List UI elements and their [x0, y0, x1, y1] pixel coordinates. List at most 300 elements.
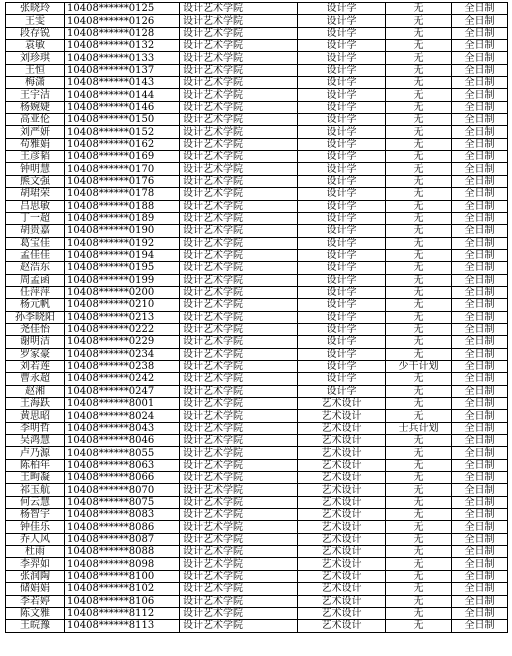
study-mode-cell: 全日制 [452, 472, 508, 484]
special-plan-cell: 士兵计划 [386, 422, 452, 434]
major-cell: 艺术设计 [298, 496, 386, 508]
student-name-cell: 任萍萍 [6, 286, 65, 298]
exam-id-cell: 10408******8066 [65, 472, 180, 484]
college-cell: 设计艺术学院 [180, 64, 298, 76]
exam-id-cell: 10408******0162 [65, 138, 180, 150]
major-cell: 设计学 [298, 311, 386, 323]
student-name-cell: 王昫凝 [6, 472, 65, 484]
exam-id-cell: 10408******8088 [65, 546, 180, 558]
student-name-cell: 祁玉航 [6, 484, 65, 496]
study-mode-cell: 全日制 [452, 558, 508, 570]
special-plan-cell: 无 [386, 595, 452, 607]
exam-id-cell: 10408******0199 [65, 274, 180, 286]
special-plan-cell: 无 [386, 163, 452, 175]
table-row [6, 126, 508, 138]
special-plan-cell: 无 [386, 237, 452, 249]
table-row [6, 546, 508, 558]
table-row [6, 459, 508, 471]
student-name-cell: 钟佳乐 [6, 521, 65, 533]
study-mode-cell: 全日制 [452, 435, 508, 447]
major-cell: 设计学 [298, 348, 386, 360]
major-cell: 设计学 [298, 360, 386, 372]
table-body [6, 3, 508, 633]
college-cell: 设计艺术学院 [180, 447, 298, 459]
college-cell: 设计艺术学院 [180, 237, 298, 249]
major-cell: 艺术设计 [298, 435, 386, 447]
table-row [6, 114, 508, 126]
exam-id-cell: 10408******0128 [65, 27, 180, 39]
study-mode-cell: 全日制 [452, 607, 508, 619]
special-plan-cell: 无 [386, 262, 452, 274]
special-plan-cell: 无 [386, 484, 452, 496]
special-plan-cell: 无 [386, 620, 452, 632]
major-cell: 艺术设计 [298, 447, 386, 459]
student-name-cell: 李羿如 [6, 558, 65, 570]
college-cell: 设计艺术学院 [180, 3, 298, 15]
student-name-cell: 赵浩东 [6, 262, 65, 274]
college-cell: 设计艺术学院 [180, 89, 298, 101]
student-name-cell: 段存锐 [6, 27, 65, 39]
exam-id-cell: 10408******0189 [65, 212, 180, 224]
major-cell: 设计学 [298, 323, 386, 335]
study-mode-cell: 全日制 [452, 398, 508, 410]
table-row [6, 570, 508, 582]
college-cell: 设计艺术学院 [180, 546, 298, 558]
table-row [6, 200, 508, 212]
major-cell: 设计学 [298, 299, 386, 311]
table-row [6, 249, 508, 261]
special-plan-cell: 无 [386, 249, 452, 261]
student-name-cell: 张润陶 [6, 570, 65, 582]
student-name-cell: 杨智宇 [6, 509, 65, 521]
exam-id-cell: 10408******0213 [65, 311, 180, 323]
special-plan-cell: 无 [386, 40, 452, 52]
table-row [6, 27, 508, 39]
college-cell: 设计艺术学院 [180, 484, 298, 496]
table-row [6, 373, 508, 385]
college-cell: 设计艺术学院 [180, 323, 298, 335]
college-cell: 设计艺术学院 [180, 27, 298, 39]
exam-id-cell: 10408******0133 [65, 52, 180, 64]
exam-id-cell: 10408******0238 [65, 360, 180, 372]
student-name-cell: 王海跃 [6, 398, 65, 410]
exam-id-cell: 10408******0222 [65, 323, 180, 335]
college-cell: 设计艺术学院 [180, 299, 298, 311]
special-plan-cell: 无 [386, 3, 452, 15]
table-row [6, 595, 508, 607]
college-cell: 设计艺术学院 [180, 373, 298, 385]
table-row [6, 274, 508, 286]
exam-id-cell: 10408******0143 [65, 77, 180, 89]
major-cell: 设计学 [298, 163, 386, 175]
table-row [6, 521, 508, 533]
student-name-cell: 王彦韬 [6, 151, 65, 163]
study-mode-cell: 全日制 [452, 373, 508, 385]
student-name-cell: 黄思昭 [6, 410, 65, 422]
student-name-cell: 李明哲 [6, 422, 65, 434]
student-name-cell: 张晓玲 [6, 3, 65, 15]
study-mode-cell: 全日制 [452, 509, 508, 521]
exam-id-cell: 10408******8102 [65, 583, 180, 595]
exam-id-cell: 10408******8112 [65, 607, 180, 619]
table-row [6, 533, 508, 545]
exam-id-cell: 10408******0242 [65, 373, 180, 385]
table-row [6, 323, 508, 335]
major-cell: 艺术设计 [298, 533, 386, 545]
exam-id-cell: 10408******8083 [65, 509, 180, 521]
major-cell: 艺术设计 [298, 570, 386, 582]
student-name-cell: 陈柏年 [6, 459, 65, 471]
study-mode-cell: 全日制 [452, 262, 508, 274]
college-cell: 设计艺术学院 [180, 212, 298, 224]
college-cell: 设计艺术学院 [180, 607, 298, 619]
study-mode-cell: 全日制 [452, 188, 508, 200]
exam-id-cell: 10408******0192 [65, 237, 180, 249]
table-row [6, 336, 508, 348]
major-cell: 设计学 [298, 3, 386, 15]
special-plan-cell: 无 [386, 64, 452, 76]
table-row [6, 237, 508, 249]
special-plan-cell: 无 [386, 570, 452, 582]
table-row [6, 447, 508, 459]
special-plan-cell: 无 [386, 274, 452, 286]
major-cell: 艺术设计 [298, 546, 386, 558]
special-plan-cell: 无 [386, 225, 452, 237]
table-row [6, 385, 508, 397]
study-mode-cell: 全日制 [452, 336, 508, 348]
study-mode-cell: 全日制 [452, 101, 508, 113]
exam-id-cell: 10408******0229 [65, 336, 180, 348]
major-cell: 艺术设计 [298, 583, 386, 595]
major-cell: 设计学 [298, 188, 386, 200]
table-row [6, 398, 508, 410]
study-mode-cell: 全日制 [452, 299, 508, 311]
study-mode-cell: 全日制 [452, 311, 508, 323]
exam-id-cell: 10408******8075 [65, 496, 180, 508]
college-cell: 设计艺术学院 [180, 410, 298, 422]
exam-id-cell: 10408******8098 [65, 558, 180, 570]
college-cell: 设计艺术学院 [180, 558, 298, 570]
major-cell: 艺术设计 [298, 558, 386, 570]
student-name-cell: 梅潇 [6, 77, 65, 89]
college-cell: 设计艺术学院 [180, 175, 298, 187]
major-cell: 设计学 [298, 114, 386, 126]
student-name-cell: 陈文雅 [6, 607, 65, 619]
student-name-cell: 周孟函 [6, 274, 65, 286]
special-plan-cell: 无 [386, 175, 452, 187]
college-cell: 设计艺术学院 [180, 163, 298, 175]
major-cell: 艺术设计 [298, 620, 386, 632]
study-mode-cell: 全日制 [452, 52, 508, 64]
major-cell: 设计学 [298, 89, 386, 101]
college-cell: 设计艺术学院 [180, 311, 298, 323]
student-name-cell: 高亚伦 [6, 114, 65, 126]
student-name-cell: 杨婉婕 [6, 101, 65, 113]
study-mode-cell: 全日制 [452, 620, 508, 632]
student-name-cell: 刘珍琪 [6, 52, 65, 64]
college-cell: 设计艺术学院 [180, 286, 298, 298]
student-name-cell: 袁敏 [6, 40, 65, 52]
exam-id-cell: 10408******0170 [65, 163, 180, 175]
study-mode-cell: 全日制 [452, 114, 508, 126]
exam-id-cell: 10408******8024 [65, 410, 180, 422]
table-row [6, 89, 508, 101]
special-plan-cell: 无 [386, 509, 452, 521]
student-name-cell: 尧佳怡 [6, 323, 65, 335]
study-mode-cell: 全日制 [452, 286, 508, 298]
exam-id-cell: 10408******8106 [65, 595, 180, 607]
study-mode-cell: 全日制 [452, 27, 508, 39]
special-plan-cell: 无 [386, 558, 452, 570]
college-cell: 设计艺术学院 [180, 15, 298, 27]
special-plan-cell: 少干计划 [386, 360, 452, 372]
table-row [6, 101, 508, 113]
exam-id-cell: 10408******8055 [65, 447, 180, 459]
special-plan-cell: 无 [386, 583, 452, 595]
major-cell: 设计学 [298, 249, 386, 261]
student-name-cell: 赵湘 [6, 385, 65, 397]
college-cell: 设计艺术学院 [180, 472, 298, 484]
exam-id-cell: 10408******8070 [65, 484, 180, 496]
table-row [6, 262, 508, 274]
exam-id-cell: 10408******0176 [65, 175, 180, 187]
major-cell: 艺术设计 [298, 607, 386, 619]
major-cell: 设计学 [298, 77, 386, 89]
study-mode-cell: 全日制 [452, 200, 508, 212]
study-mode-cell: 全日制 [452, 533, 508, 545]
college-cell: 设计艺术学院 [180, 274, 298, 286]
student-name-cell: 储娟娟 [6, 583, 65, 595]
college-cell: 设计艺术学院 [180, 435, 298, 447]
major-cell: 艺术设计 [298, 484, 386, 496]
exam-id-cell: 10408******0152 [65, 126, 180, 138]
student-name-cell: 丁一超 [6, 212, 65, 224]
table-row [6, 225, 508, 237]
special-plan-cell: 无 [386, 373, 452, 385]
special-plan-cell: 无 [386, 546, 452, 558]
major-cell: 艺术设计 [298, 472, 386, 484]
college-cell: 设计艺术学院 [180, 249, 298, 261]
special-plan-cell: 无 [386, 336, 452, 348]
major-cell: 设计学 [298, 101, 386, 113]
table-row [6, 15, 508, 27]
major-cell: 设计学 [298, 40, 386, 52]
exam-id-cell: 10408******0169 [65, 151, 180, 163]
student-name-cell: 熊文强 [6, 175, 65, 187]
study-mode-cell: 全日制 [452, 447, 508, 459]
college-cell: 设计艺术学院 [180, 533, 298, 545]
study-mode-cell: 全日制 [452, 89, 508, 101]
special-plan-cell: 无 [386, 27, 452, 39]
special-plan-cell: 无 [386, 151, 452, 163]
student-name-cell: 罗家豪 [6, 348, 65, 360]
college-cell: 设计艺术学院 [180, 459, 298, 471]
major-cell: 设计学 [298, 286, 386, 298]
table-row [6, 558, 508, 570]
special-plan-cell: 无 [386, 299, 452, 311]
college-cell: 设计艺术学院 [180, 151, 298, 163]
exam-id-cell: 10408******0126 [65, 15, 180, 27]
exam-id-cell: 10408******0234 [65, 348, 180, 360]
table-row [6, 360, 508, 372]
special-plan-cell: 无 [386, 385, 452, 397]
major-cell: 设计学 [298, 126, 386, 138]
table-row [6, 620, 508, 632]
special-plan-cell: 无 [386, 472, 452, 484]
major-cell: 设计学 [298, 151, 386, 163]
study-mode-cell: 全日制 [452, 175, 508, 187]
student-name-cell: 钟明慧 [6, 163, 65, 175]
student-name-cell: 苟雅娟 [6, 138, 65, 150]
table-row [6, 151, 508, 163]
study-mode-cell: 全日制 [452, 360, 508, 372]
study-mode-cell: 全日制 [452, 323, 508, 335]
major-cell: 艺术设计 [298, 398, 386, 410]
college-cell: 设计艺术学院 [180, 509, 298, 521]
table-row [6, 52, 508, 64]
study-mode-cell: 全日制 [452, 40, 508, 52]
exam-id-cell: 10408******8043 [65, 422, 180, 434]
special-plan-cell: 无 [386, 188, 452, 200]
college-cell: 设计艺术学院 [180, 422, 298, 434]
exam-id-cell: 10408******0200 [65, 286, 180, 298]
table-row [6, 64, 508, 76]
student-name-cell: 孟佳佳 [6, 249, 65, 261]
special-plan-cell: 无 [386, 138, 452, 150]
exam-id-cell: 10408******0125 [65, 3, 180, 15]
college-cell: 设计艺术学院 [180, 126, 298, 138]
study-mode-cell: 全日制 [452, 249, 508, 261]
special-plan-cell: 无 [386, 521, 452, 533]
college-cell: 设计艺术学院 [180, 385, 298, 397]
major-cell: 艺术设计 [298, 509, 386, 521]
major-cell: 设计学 [298, 175, 386, 187]
student-name-cell: 吴鸿慧 [6, 435, 65, 447]
table-row [6, 138, 508, 150]
special-plan-cell: 无 [386, 286, 452, 298]
college-cell: 设计艺术学院 [180, 521, 298, 533]
table-row [6, 496, 508, 508]
table-row [6, 188, 508, 200]
student-name-cell: 谢明洁 [6, 336, 65, 348]
college-cell: 设计艺术学院 [180, 583, 298, 595]
major-cell: 艺术设计 [298, 595, 386, 607]
student-name-cell: 王皖豫 [6, 620, 65, 632]
major-cell: 设计学 [298, 138, 386, 150]
college-cell: 设计艺术学院 [180, 52, 298, 64]
major-cell: 艺术设计 [298, 459, 386, 471]
special-plan-cell: 无 [386, 89, 452, 101]
major-cell: 设计学 [298, 212, 386, 224]
study-mode-cell: 全日制 [452, 459, 508, 471]
table-row [6, 175, 508, 187]
major-cell: 设计学 [298, 15, 386, 27]
table-row [6, 472, 508, 484]
table-row [6, 286, 508, 298]
special-plan-cell: 无 [386, 126, 452, 138]
major-cell: 艺术设计 [298, 422, 386, 434]
exam-id-cell: 10408******0150 [65, 114, 180, 126]
college-cell: 设计艺术学院 [180, 77, 298, 89]
major-cell: 设计学 [298, 262, 386, 274]
student-name-cell: 刘严妍 [6, 126, 65, 138]
college-cell: 设计艺术学院 [180, 262, 298, 274]
study-mode-cell: 全日制 [452, 546, 508, 558]
college-cell: 设计艺术学院 [180, 360, 298, 372]
student-name-cell: 王宇洁 [6, 89, 65, 101]
special-plan-cell: 无 [386, 410, 452, 422]
study-mode-cell: 全日制 [452, 385, 508, 397]
study-mode-cell: 全日制 [452, 496, 508, 508]
exam-id-cell: 10408******0144 [65, 89, 180, 101]
exam-id-cell: 10408******0194 [65, 249, 180, 261]
study-mode-cell: 全日制 [452, 225, 508, 237]
table-row [6, 212, 508, 224]
major-cell: 设计学 [298, 274, 386, 286]
student-name-cell: 何云慧 [6, 496, 65, 508]
study-mode-cell: 全日制 [452, 212, 508, 224]
special-plan-cell: 无 [386, 200, 452, 212]
student-name-cell: 刘若莲 [6, 360, 65, 372]
college-cell: 设计艺术学院 [180, 114, 298, 126]
table-row [6, 435, 508, 447]
special-plan-cell: 无 [386, 114, 452, 126]
major-cell: 设计学 [298, 200, 386, 212]
exam-id-cell: 10408******0190 [65, 225, 180, 237]
student-name-cell: 孙李晓阳 [6, 311, 65, 323]
special-plan-cell: 无 [386, 447, 452, 459]
student-name-cell: 乔人风 [6, 533, 65, 545]
special-plan-cell: 无 [386, 52, 452, 64]
table-row [6, 484, 508, 496]
exam-id-cell: 10408******0137 [65, 64, 180, 76]
major-cell: 设计学 [298, 237, 386, 249]
table-row [6, 40, 508, 52]
study-mode-cell: 全日制 [452, 138, 508, 150]
special-plan-cell: 无 [386, 311, 452, 323]
study-mode-cell: 全日制 [452, 583, 508, 595]
student-name-cell: 曹永超 [6, 373, 65, 385]
exam-id-cell: 10408******8113 [65, 620, 180, 632]
study-mode-cell: 全日制 [452, 521, 508, 533]
study-mode-cell: 全日制 [452, 570, 508, 582]
exam-id-cell: 10408******0132 [65, 40, 180, 52]
student-name-cell: 胡贵嘉 [6, 225, 65, 237]
special-plan-cell: 无 [386, 459, 452, 471]
student-name-cell: 胡珺荣 [6, 188, 65, 200]
exam-id-cell: 10408******0178 [65, 188, 180, 200]
exam-id-cell: 10408******0210 [65, 299, 180, 311]
table-row [6, 77, 508, 89]
special-plan-cell: 无 [386, 323, 452, 335]
exam-id-cell: 10408******8086 [65, 521, 180, 533]
study-mode-cell: 全日制 [452, 237, 508, 249]
college-cell: 设计艺术学院 [180, 336, 298, 348]
major-cell: 设计学 [298, 64, 386, 76]
special-plan-cell: 无 [386, 77, 452, 89]
college-cell: 设计艺术学院 [180, 620, 298, 632]
major-cell: 艺术设计 [298, 521, 386, 533]
college-cell: 设计艺术学院 [180, 348, 298, 360]
special-plan-cell: 无 [386, 398, 452, 410]
college-cell: 设计艺术学院 [180, 496, 298, 508]
college-cell: 设计艺术学院 [180, 200, 298, 212]
study-mode-cell: 全日制 [452, 151, 508, 163]
study-mode-cell: 全日制 [452, 3, 508, 15]
table-row [6, 607, 508, 619]
admission-table [5, 2, 508, 633]
college-cell: 设计艺术学院 [180, 40, 298, 52]
